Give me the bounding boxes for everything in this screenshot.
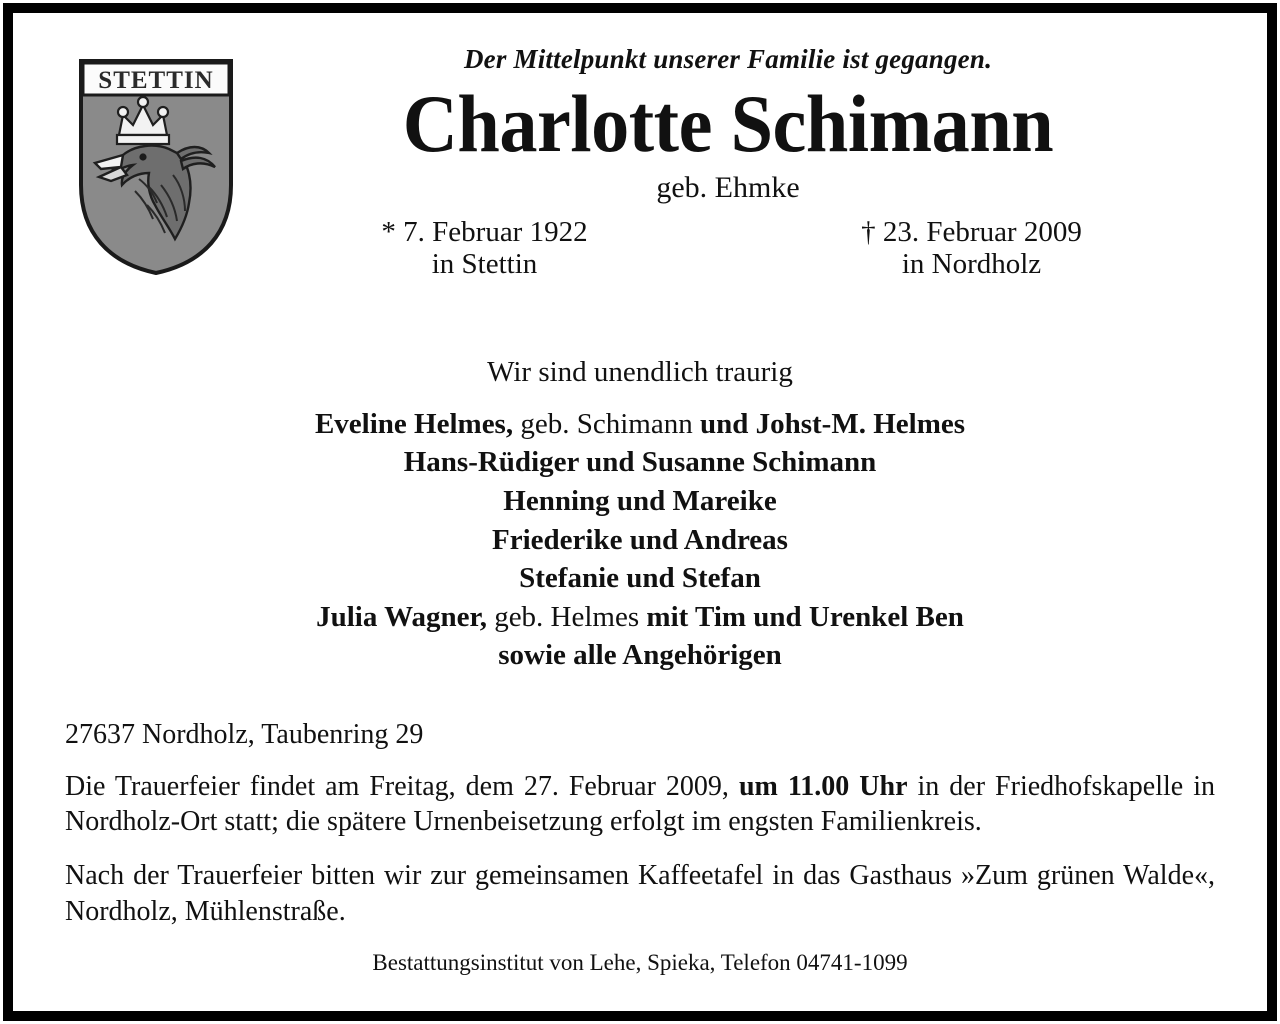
stettin-coat-of-arms-icon (77, 57, 235, 277)
mourner-bold-a: Henning und Mareike (503, 485, 777, 518)
mourner-bold-a: Eveline Helmes, (314, 407, 514, 440)
mourner-bold-a: Stefanie und Stefan (519, 562, 761, 595)
birth-info (241, 216, 728, 281)
birth-place: in Stettin (431, 248, 538, 281)
life-dates (241, 216, 1215, 281)
motto-text: Der Mittelpunkt unserer Familie ist gegangen. (463, 44, 993, 74)
svg-text:STETTIN: STETTIN (98, 67, 214, 94)
service-text-part1: Die Trauerfeier findet am Freitag, dem 27. Februar 2009, (65, 770, 739, 802)
mourners-intro: Wir sind unendlich traurig (487, 356, 793, 388)
address-text: 27637 Nordholz, Taubenring 29 (65, 718, 424, 750)
mourners-block (65, 357, 1215, 675)
maiden-name-text: geb. Ehmke (656, 170, 800, 204)
mourner-bold-a: Julia Wagner, (316, 600, 487, 633)
service-text-part2: in der Friedhofskapelle in Nordholz-Ort statt; die spätere Urnenbeisetzung erfolgt im engsten Familienkreis. (65, 770, 1215, 838)
service-paragraph (65, 769, 1215, 841)
mourner-line (65, 482, 1215, 521)
details-block (65, 717, 1215, 978)
mourner-line (65, 521, 1215, 560)
mourner-line (65, 559, 1215, 598)
page-title: Charlotte Schimann (402, 77, 1054, 169)
mourner-line (65, 636, 1215, 675)
obituary-header (65, 45, 1215, 313)
mourner-line (65, 598, 1215, 637)
birth-date: * 7. Februar 1922 (381, 215, 588, 248)
mourner-bold-a: sowie alle Angehörigen (498, 639, 782, 672)
obituary-black-frame (3, 3, 1277, 1021)
mourner-bold-b: und Johst-M. Helmes (699, 407, 966, 440)
mourner-regular: geb. Schimann (513, 407, 700, 440)
death-info (728, 216, 1215, 281)
death-place: in Nordholz (901, 248, 1042, 281)
funeral-home-text: Bestattungsinstitut von Lehe, Spieka, Telefon 04741-1099 (372, 949, 908, 975)
service-time-emphasis: um 11.00 Uhr (738, 770, 908, 802)
mourner-bold-b: mit Tim und Urenkel Ben (646, 600, 964, 633)
mourner-regular: geb. Helmes (486, 600, 647, 633)
reception-paragraph: Nach der Trauerfeier bitten wir zur gemeinsamen Kaffeetafel in das Gasthaus »Zum grünen Walde«, Nordholz, Mühlenstraße. (65, 860, 1215, 928)
mourner-bold-a: Hans-Rüdiger und Susanne Schimann (403, 446, 877, 479)
death-date: † 23. Februar 2009 (861, 215, 1082, 248)
obituary-content (13, 13, 1267, 1011)
mourner-line (65, 405, 1215, 444)
header-text-block (65, 45, 1215, 281)
mourner-line (65, 443, 1215, 482)
mourner-bold-a: Friederike und Andreas (492, 523, 788, 556)
